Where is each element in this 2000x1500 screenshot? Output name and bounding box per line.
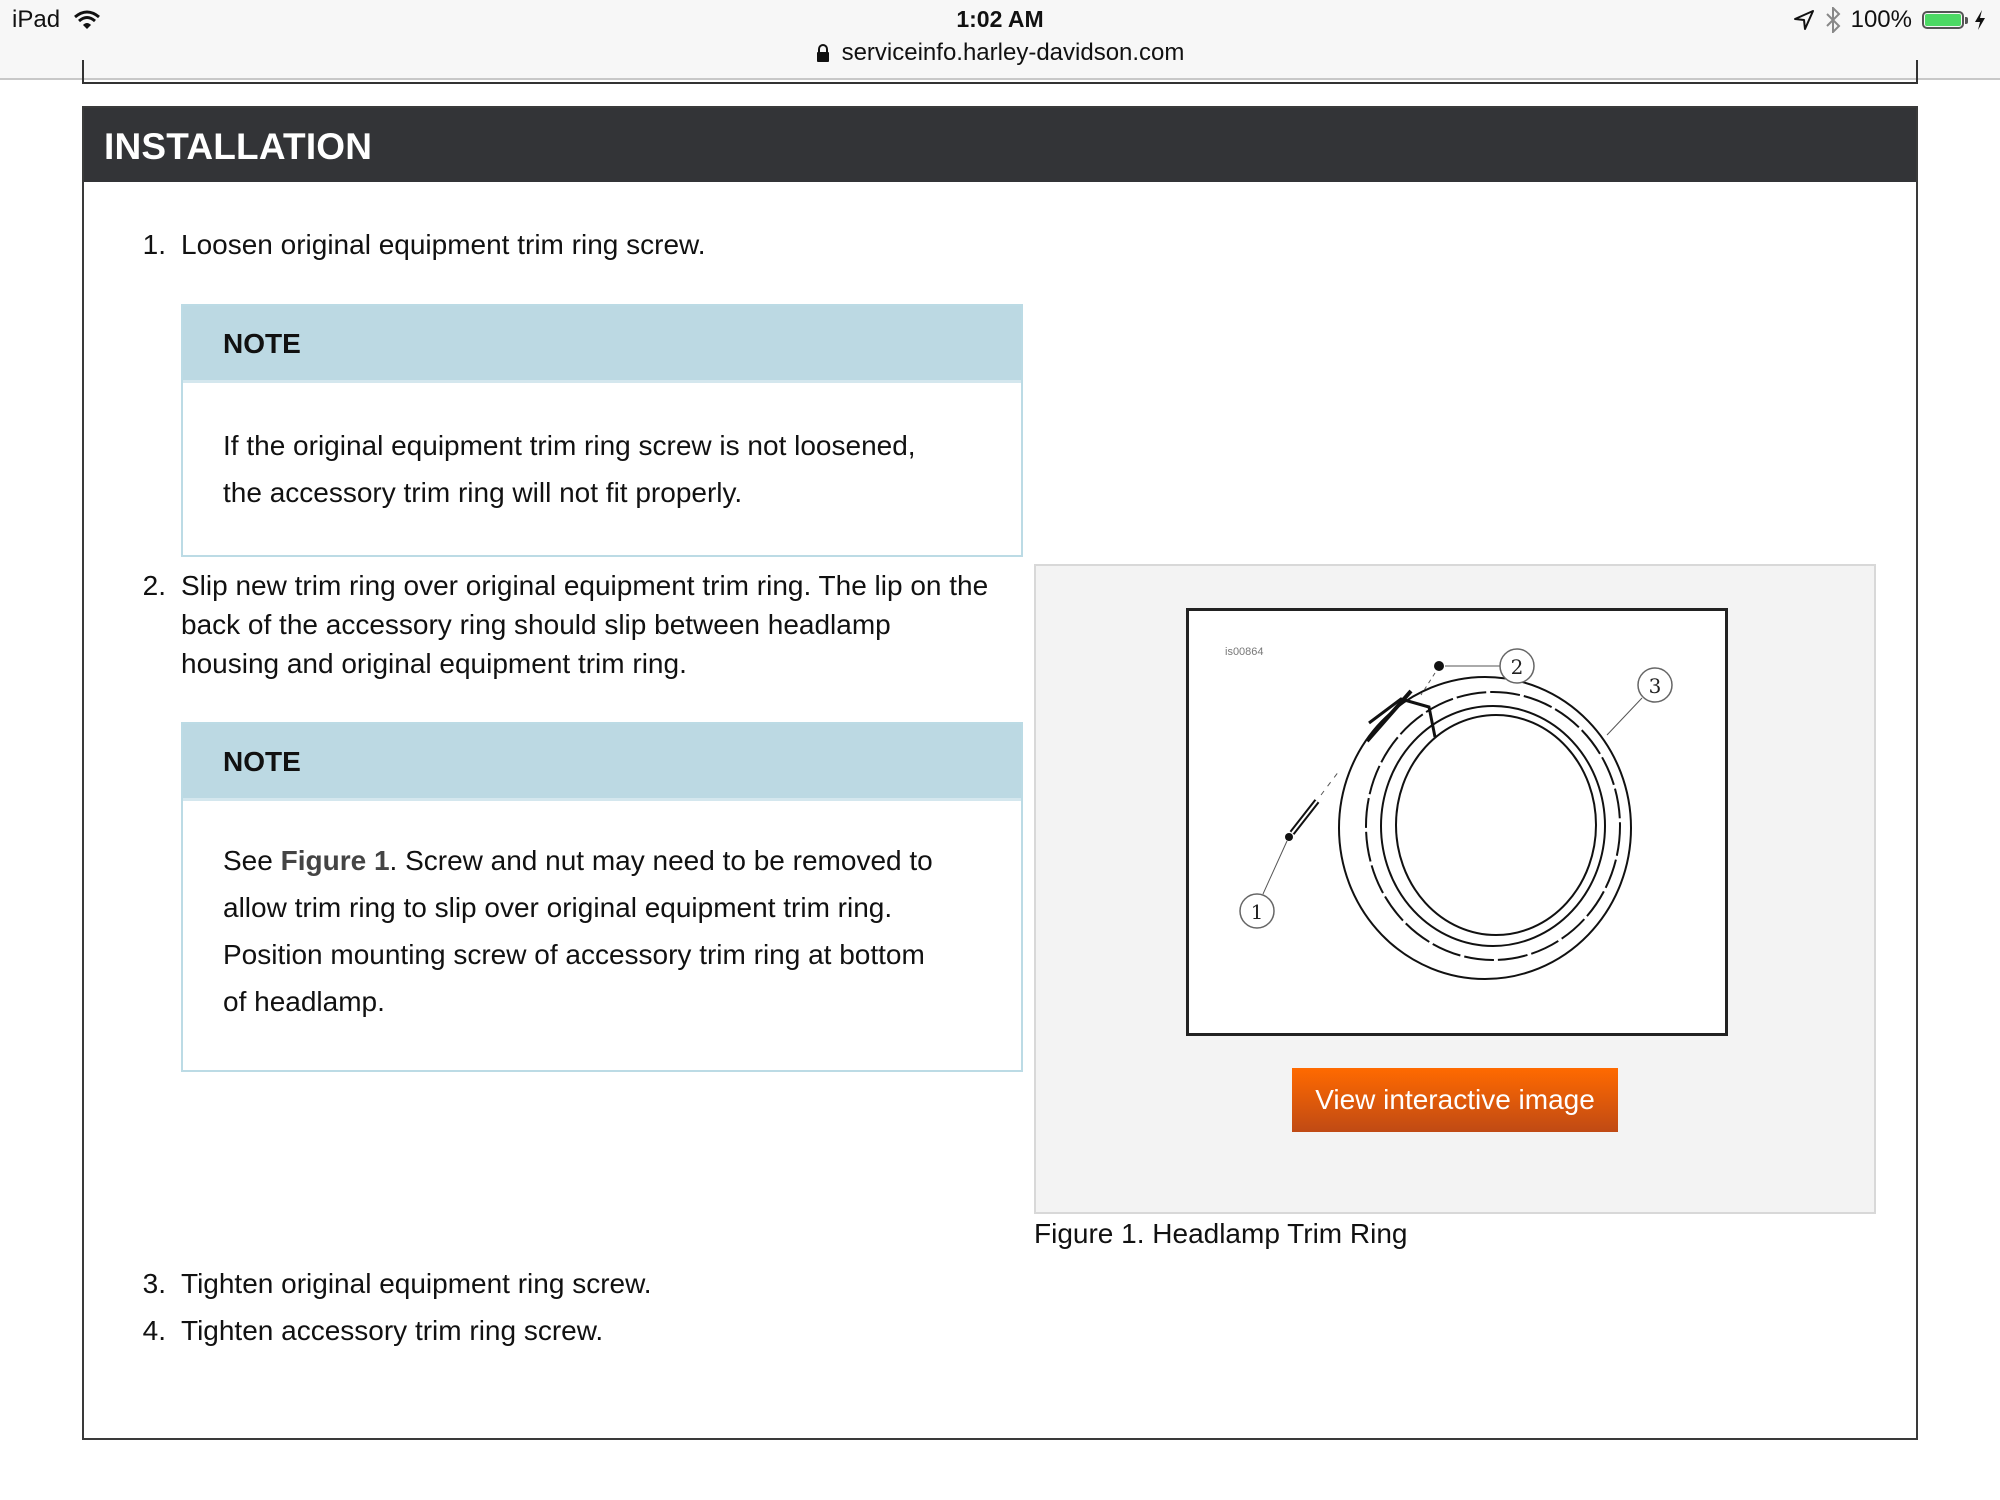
- step-text: Loosen original equipment trim ring screw.: [181, 229, 706, 260]
- note-line: [223, 837, 933, 884]
- figure-panel: [1034, 564, 1876, 1214]
- bluetooth-icon: [1825, 7, 1841, 33]
- step-text: Tighten accessory trim ring screw.: [181, 1315, 604, 1346]
- charging-bolt-icon: [1974, 9, 1986, 31]
- step-text: Tighten original equipment ring screw.: [181, 1268, 652, 1299]
- screw-axis: [1321, 771, 1339, 795]
- note-text: See: [223, 845, 281, 876]
- figure-image[interactable]: [1186, 608, 1728, 1036]
- note-line: Position mounting screw of accessory trim ring at bottom: [223, 939, 925, 970]
- figure-link[interactable]: Figure 1: [280, 845, 390, 876]
- nut: [1434, 661, 1444, 671]
- screw-head: [1285, 833, 1293, 841]
- note-line: If the original equipment trim ring screw is not loosened,: [223, 430, 916, 461]
- callout-2-label: 2: [1510, 655, 1524, 679]
- clock: 1:02 AM: [956, 6, 1044, 32]
- note-line: of headlamp.: [223, 986, 385, 1017]
- note-line: the accessory trim ring will not fit properly.: [223, 477, 743, 508]
- step-number: 3.: [142, 1268, 166, 1299]
- ring-edge: [1366, 692, 1620, 960]
- note-body: [223, 422, 916, 516]
- headlamp-trim-ring-diagram: [1189, 611, 1725, 1033]
- callout-1-label: 1: [1250, 900, 1264, 924]
- note-header: [183, 724, 1021, 801]
- step-number: 4.: [142, 1315, 166, 1346]
- note-title: NOTE: [223, 746, 301, 777]
- figure-caption: Figure 1. Headlamp Trim Ring: [1034, 1218, 1408, 1249]
- note-box-2: [181, 722, 1023, 1072]
- figure-image-id: is00864: [1225, 646, 1264, 658]
- note-box-1: [181, 304, 1023, 557]
- battery-percent: 100%: [1850, 6, 1912, 33]
- callout-3-label: 3: [1648, 674, 1662, 698]
- battery-icon: [1922, 11, 1964, 29]
- step-number: 2.: [142, 570, 166, 601]
- location-arrow-icon: [1793, 9, 1815, 31]
- step-3: [136, 1264, 1036, 1304]
- inner-ring: [1396, 715, 1596, 935]
- device-name: iPad: [12, 6, 61, 33]
- step-2: [136, 566, 1036, 686]
- section-title: INSTALLATION: [104, 126, 373, 167]
- step-text: [181, 566, 988, 683]
- note-header: [183, 306, 1021, 383]
- step-line: housing and original equipment trim ring.: [181, 648, 687, 679]
- url-text[interactable]: serviceinfo.harley-davidson.com: [841, 39, 1185, 66]
- ring-inner-edge: [1381, 706, 1605, 946]
- status-right: [1793, 6, 1986, 34]
- section-header: [84, 108, 1916, 182]
- step-number: 1.: [142, 229, 166, 260]
- note-body: [223, 837, 933, 1025]
- note-text: . Screw and nut may need to be removed to: [389, 845, 933, 876]
- note-line: allow trim ring to slip over original equipment trim ring.: [223, 892, 893, 923]
- callout-leader-3: [1607, 698, 1642, 735]
- note-title: NOTE: [223, 328, 301, 359]
- screw-shaft-inner: [1292, 801, 1317, 833]
- view-interactive-image-button[interactable]: View interactive image: [1292, 1068, 1618, 1132]
- step-line: back of the accessory ring should slip between headlamp: [181, 609, 891, 640]
- step-line: Slip new trim ring over original equipment trim ring. The lip on the: [181, 570, 989, 601]
- battery-level: [1925, 14, 1961, 26]
- step-4: [136, 1311, 1036, 1351]
- clamp-detail: [1367, 691, 1411, 741]
- previous-section-box: [82, 60, 1918, 84]
- step-1: [136, 225, 1036, 265]
- callout-leader-1: [1263, 841, 1287, 894]
